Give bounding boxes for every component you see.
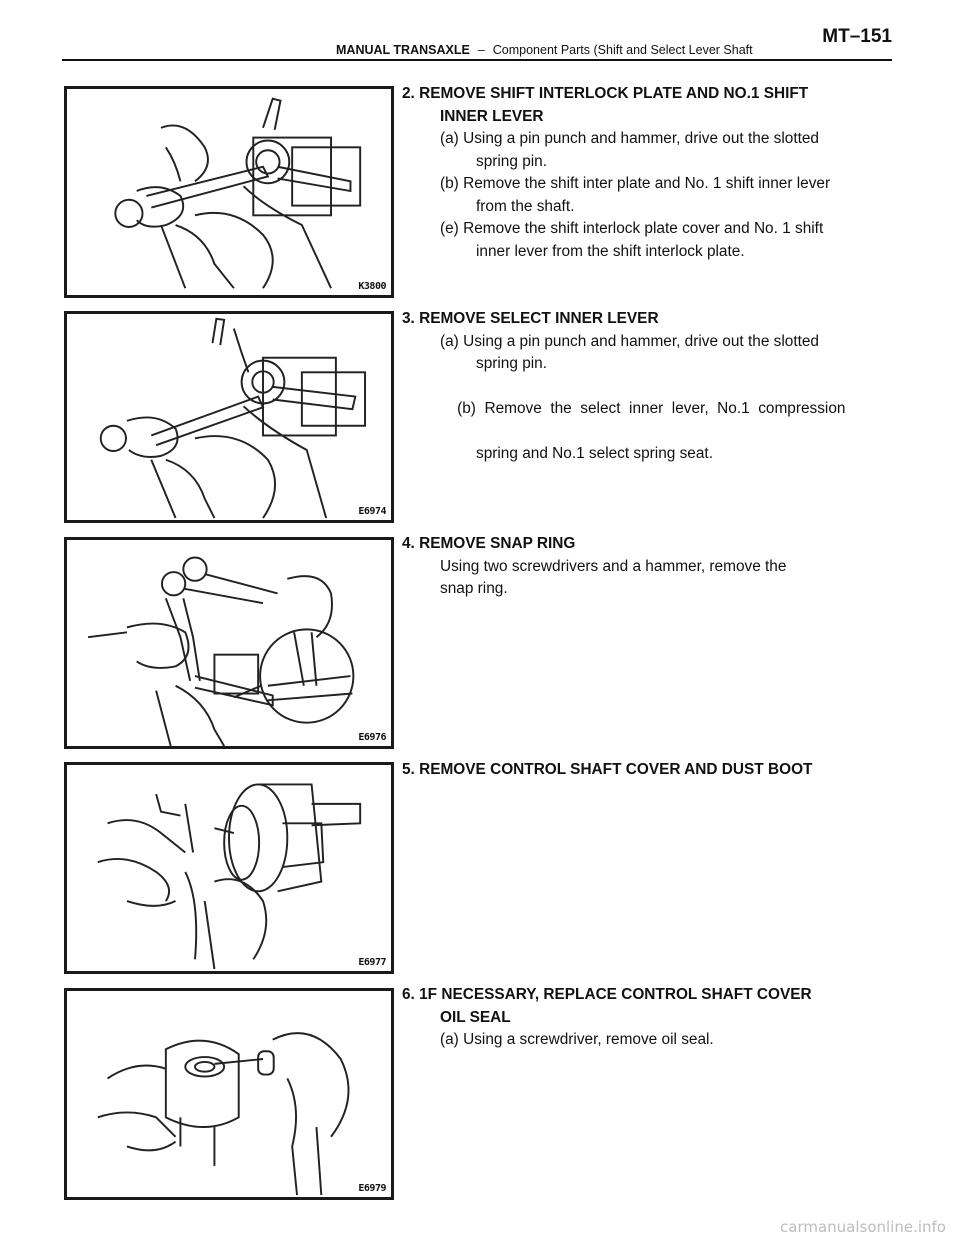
figure-code: K3800 — [358, 281, 386, 292]
figure-code: E6976 — [358, 732, 386, 743]
substep-line-2: spring pin. — [476, 152, 548, 170]
step-title-line-1: 6. 1F NECESSARY, REPLACE CONTROL SHAFT COVER — [402, 986, 812, 1003]
page-header — [62, 22, 892, 62]
illustration-pin-punch-hammer — [67, 89, 391, 295]
substep-a — [402, 1029, 870, 1052]
substep-line-2: spring and No.1 select spring seat. — [476, 445, 713, 462]
step-title — [402, 308, 870, 331]
figure-code: E6979 — [358, 1183, 386, 1194]
header-subsection: Component Parts (Shift and Select Lever Shaft — [492, 43, 753, 57]
step-title — [402, 83, 870, 128]
figure-code: E6974 — [358, 506, 386, 517]
substep-line-1: (a) Using a pin punch and hammer, drive out the slotted — [440, 130, 819, 147]
step-title-line-2: INNER LEVER — [440, 107, 544, 125]
substep-line-1: (b) Remove the select inner lever, No.1 compression — [457, 400, 846, 417]
step-title — [402, 984, 870, 1029]
step-body-line-1: Using two screwdrivers and a hammer, remove the — [440, 557, 787, 575]
substep-line-1: (b) Remove the shift inter plate and No. 1 shift inner lever — [440, 175, 831, 192]
substep-line-1: (a) Using a screwdriver, remove oil seal. — [440, 1031, 714, 1048]
header-section: MANUAL TRANSAXLE — [336, 43, 470, 57]
figure-remove-oil-seal — [64, 988, 394, 1200]
step-title-line-2: OIL SEAL — [440, 1008, 511, 1026]
step-5 — [402, 759, 870, 782]
step-title-line-1: 2. REMOVE SHIFT INTERLOCK PLATE AND NO.1 SHIFT — [402, 85, 809, 102]
substep-line-1: (e) Remove the shift interlock plate cover and No. 1 shift — [440, 220, 824, 237]
illustration-screwdriver-oil-seal — [67, 991, 391, 1197]
watermark[interactable]: carmanualsonline.info — [780, 1218, 946, 1236]
step-title-line-1: 4. REMOVE SNAP RING — [402, 535, 576, 552]
substep-a — [402, 331, 870, 376]
step-title — [402, 533, 870, 556]
figure-remove-select-inner-lever — [64, 311, 394, 523]
figure-remove-snap-ring — [64, 537, 394, 749]
step-6 — [402, 984, 870, 1052]
substep-b — [402, 173, 870, 218]
substep-line-2: inner lever from the shift interlock plate. — [476, 242, 745, 260]
step-body-line-2: snap ring. — [440, 580, 508, 597]
step-4 — [402, 533, 870, 601]
substep-b — [402, 376, 870, 511]
step-3 — [402, 308, 870, 511]
illustration-screwdrivers-hammer — [67, 540, 391, 746]
step-2 — [402, 83, 870, 263]
substep-a — [402, 128, 870, 173]
step-title-line-1: 5. REMOVE CONTROL SHAFT COVER AND DUST BOOT — [402, 761, 813, 778]
illustration-pin-punch-hammer-2 — [67, 314, 391, 520]
figure-remove-control-shaft-cover — [64, 762, 394, 974]
substep-line-2: spring pin. — [476, 355, 548, 372]
header-rule — [62, 59, 892, 61]
substep-line-1: (a) Using a pin punch and hammer, drive out the slotted — [440, 332, 819, 350]
figure-remove-interlock-plate — [64, 86, 394, 298]
substep-line-2: from the shaft. — [476, 197, 575, 215]
step-title-line-1: 3. REMOVE SELECT INNER LEVER — [402, 310, 659, 327]
step-title — [402, 759, 870, 782]
substep-e — [402, 218, 870, 263]
step-body — [402, 556, 840, 601]
header-section-line — [336, 43, 753, 57]
figure-code: E6977 — [358, 957, 386, 968]
illustration-control-shaft-cover — [67, 765, 391, 971]
header-separator: – — [477, 43, 485, 57]
page-code: MT–151 — [822, 26, 892, 47]
